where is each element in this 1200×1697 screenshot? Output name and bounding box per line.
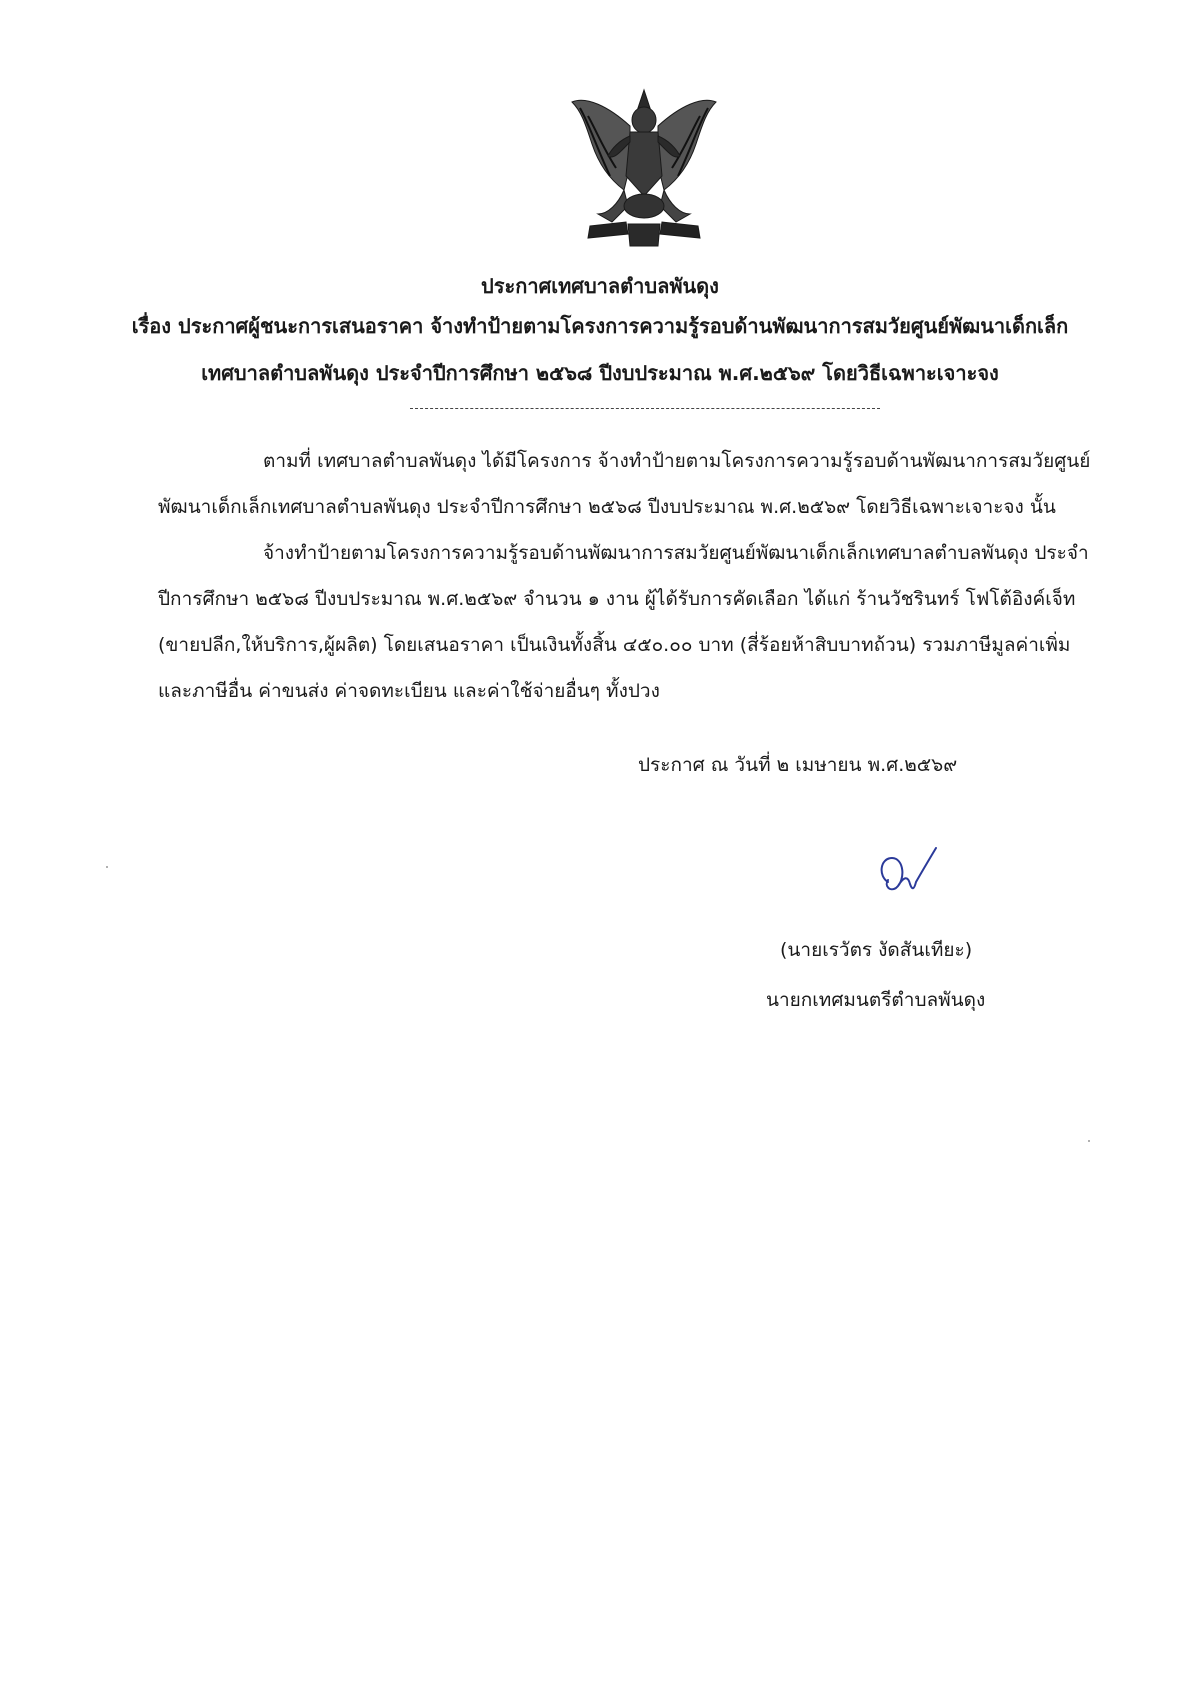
separator-rule: [410, 408, 880, 409]
signer-title: นายกเทศมนตรีตำบลพันดุง: [766, 989, 986, 1011]
scan-speck: [106, 866, 108, 868]
paragraph-1-line-2: พัฒนาเด็กเล็กเทศบาลตำบลพันดุง ประจำปีการศึกษา ๒๕๖๘ ปีงบประมาณ พ.ศ.๒๕๖๙ โดยวิธีเฉพาะเจาะจง นั้น: [158, 496, 1056, 518]
paragraph-2-line-3: (ขายปลีก,ให้บริการ,ผู้ผลิต) โดยเสนอราคา เป็นเงินทั้งสิ้น ๔๕๐.๐๐ บาท (สี่ร้อยห้าสิบบาทถ้วน) รวมภาษีมูลค่าเพิ่ม: [158, 634, 1071, 656]
paragraph-2-line-2: ปีการศึกษา ๒๕๖๘ ปีงบประมาณ พ.ศ.๒๕๖๙ จำนวน ๑ งาน ผู้ได้รับการคัดเลือก ได้แก่ ร้านวัชรินทร์ โฟโต้อิงค์เจ็ท: [158, 588, 1076, 610]
signature-mark: [876, 846, 940, 908]
paragraph-1-line-1: ตามที่ เทศบาลตำบลพันดุง ได้มีโครงการ จ้างทำป้ายตามโครงการความรู้รอบด้านพัฒนาการสมวัยศูนย์: [263, 450, 1091, 472]
issuer-title: ประกาศเทศบาลตำบลพันดุง: [481, 274, 719, 298]
subject-line-1: เรื่อง ประกาศผู้ชนะการเสนอราคา จ้างทำป้ายตามโครงการความรู้รอบด้านพัฒนาการสมวัยศูนย์พัฒนาเด็กเล็ก: [131, 314, 1069, 338]
subject-line-2: เทศบาลตำบลพันดุง ประจำปีการศึกษา ๒๕๖๘ ปีงบประมาณ พ.ศ.๒๕๖๙ โดยวิธีเฉพาะเจาะจง: [201, 361, 999, 385]
signer-name: (นายเรวัตร งัดสันเทียะ): [780, 939, 973, 961]
scan-speck: [1088, 1140, 1090, 1142]
paragraph-2-line-4: และภาษีอื่น ค่าขนส่ง ค่าจดทะเบียน และค่าใช้จ่ายอื่นๆ ทั้งปวง: [158, 680, 660, 702]
garuda-emblem-icon: [568, 86, 720, 254]
announcement-date: ประกาศ ณ วันที่ ๒ เมษายน พ.ศ.๒๕๖๙: [638, 754, 958, 776]
paragraph-2-line-1: จ้างทำป้ายตามโครงการความรู้รอบด้านพัฒนาการสมวัยศูนย์พัฒนาเด็กเล็กเทศบาลตำบลพันดุง ประจำ: [263, 542, 1089, 564]
